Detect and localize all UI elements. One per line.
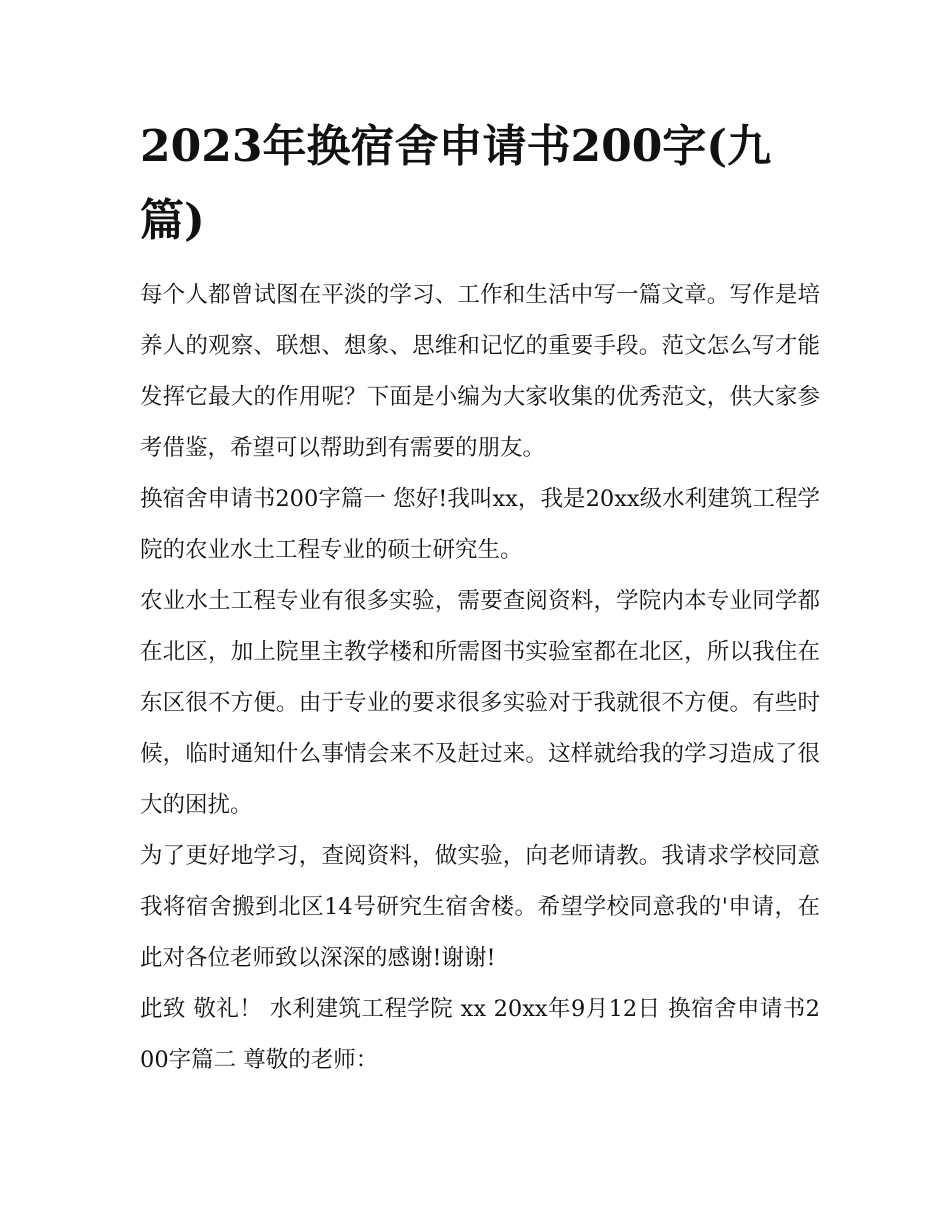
paragraph-intro: 每个人都曾试图在平淡的学习、工作和生活中写一篇文章。写作是培养人的观察、联想、想象、思维和记忆的重要手段。范文怎么写才能发挥它最大的作用呢？下面是小编为大家收集的优秀范文，供大家参考借鉴，希望可以帮助到有需要的朋友。 [140,282,820,461]
paragraph-letter-one-reason: 农业水土工程专业有很多实验，需要查阅资料，学院内本专业同学都在北区，加上院里主教学楼和所需图书实验室都在北区，所以我住在东区很不方便。由于专业的要求很多实验对于我就很不方便。有些时候，临时通知什么事情会来不及赶过来。这样就给我的学习造成了很大的困扰。 [140,588,820,818]
paragraph-letter-one-request: 为了更好地学习，查阅资料，做实验，向老师请教。我请求学校同意我将宿舍搬到北区14号研究生宿舍楼。希望学校同意我的'申请，在此对各位老师致以深深的感谢!谢谢! [140,843,820,971]
paragraph-letter-one-closing: 此致 敬礼！ 水利建筑工程学院 xx 20xx年9月12日 换宿舍申请书200字篇二 尊敬的老师： [140,996,820,1073]
paragraph-letter-one-opening: 换宿舍申请书200字篇一 您好!我叫xx，我是20xx级水利建筑工程学院的农业水土工程专业的硕士研究生。 [140,486,820,563]
document-page [140,110,820,1086]
document-title: 2023年换宿舍申请书200字(九篇) [140,121,772,246]
